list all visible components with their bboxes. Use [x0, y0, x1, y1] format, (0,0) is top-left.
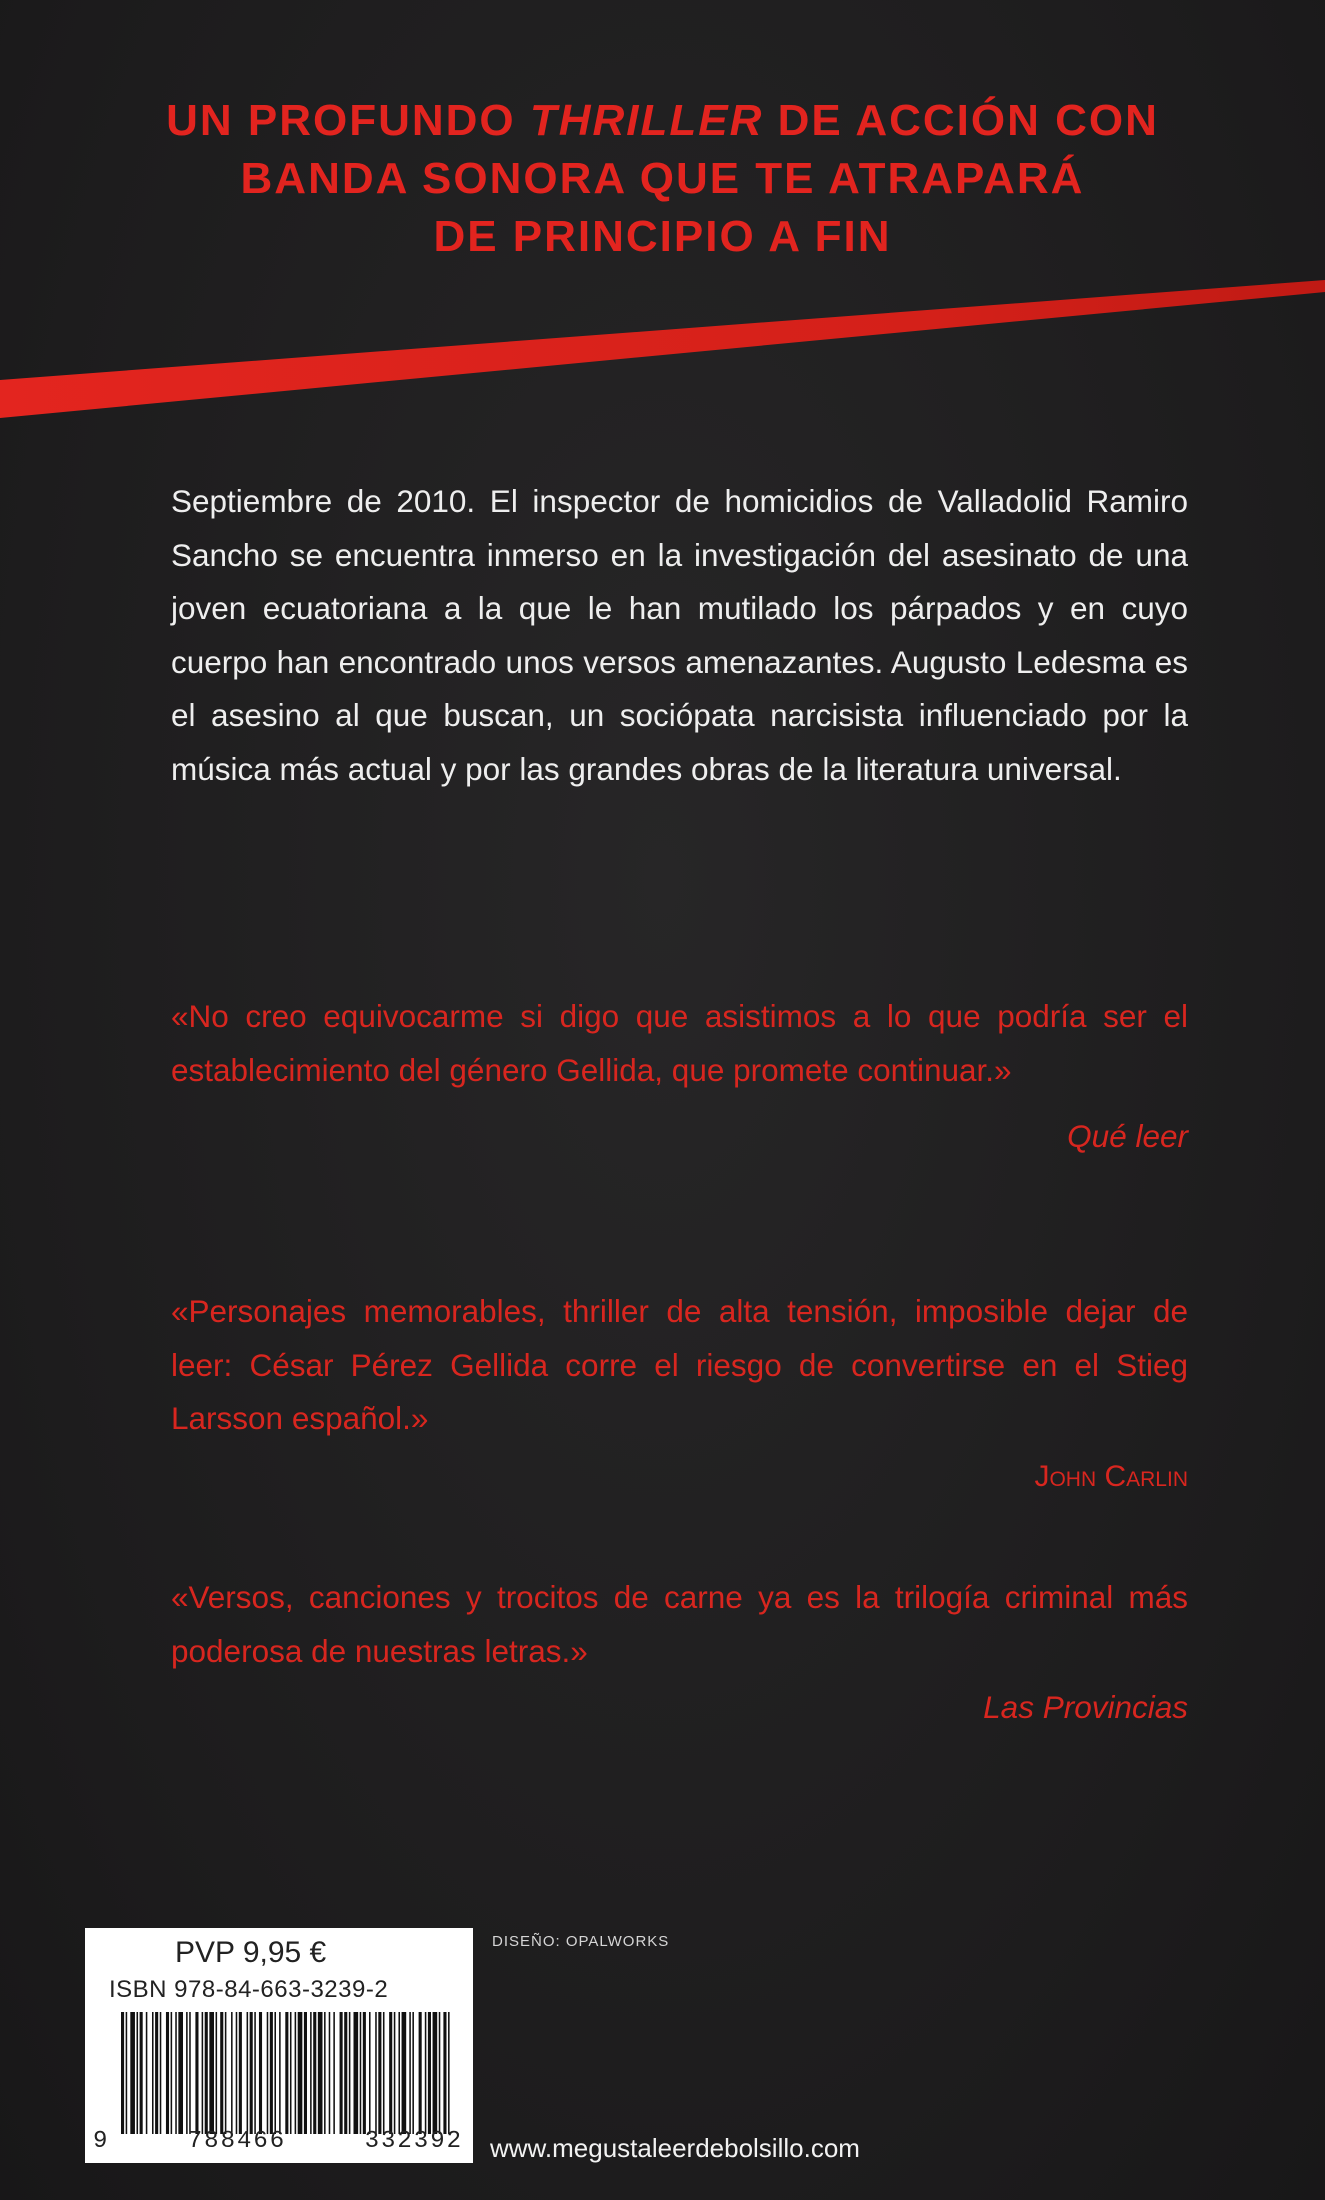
price-text: PVP 9,95 € [175, 1936, 327, 1969]
review-que-leer [171, 990, 1188, 1164]
tagline-line-1: UN PROFUNDO THRILLER DE ACCIÓN CON [166, 96, 1159, 145]
review-source: Qué leer [1067, 1118, 1188, 1154]
review-john-carlin [171, 1285, 1188, 1503]
review-source: John Carlin [1034, 1459, 1188, 1493]
barcode-digit-group: 9 [93, 2128, 110, 2155]
tagline-italic-word: THRILLER [529, 96, 764, 145]
price-barcode-label [85, 1928, 473, 2163]
barcode-icon [121, 2012, 451, 2134]
red-diagonal-stripe [0, 270, 1325, 430]
publisher-website: www.megustaleerdebolsillo.com [490, 2133, 860, 2163]
barcode-digit-group: 332392 [364, 2128, 463, 2155]
review-las-provincias [171, 1571, 1188, 1735]
barcode-digit-group: 788466 [187, 2128, 287, 2155]
review-quote: «Versos, canciones y trocitos de carne ya es la trilogía criminal más poderosa de nuestras letras.» [171, 1579, 1188, 1669]
tagline-line-2: BANDA SONORA QUE TE ATRAPARÁ [240, 154, 1085, 203]
barcode-digits [93, 2128, 463, 2155]
design-credit: DISEÑO: OPALWORKS [492, 1933, 670, 1950]
tagline-headline [0, 92, 1325, 266]
synopsis-paragraph: Septiembre de 2010. El inspector de homicidios de Valladolid Ramiro Sancho se encuentra inmerso en la investigación del asesinato de una joven ecuatoriana a la que le han mutilado los párpados y en cuyo cuerpo han encontrado unos versos amenazantes. Augusto Ledesma es el asesino al que buscan, un sociópata narcisista influenciado por la música más actual y por las grandes obras de la literatura universal. [171, 483, 1188, 787]
review-source: Las Provincias [983, 1689, 1188, 1725]
isbn-text: ISBN 978-84-663-3239-2 [109, 1976, 389, 2003]
tagline-line-3: DE PRINCIPIO A FIN [433, 212, 892, 261]
review-quote: «Personajes memorables, thriller de alta tensión, imposible dejar de leer: César Pérez Gellida corre el riesgo de convertirse en el Stieg Larsson español.» [171, 1293, 1188, 1436]
review-quote: «No creo equivocarme si digo que asistimos a lo que podría ser el establecimiento del género Gellida, que promete continuar.» [171, 998, 1188, 1088]
